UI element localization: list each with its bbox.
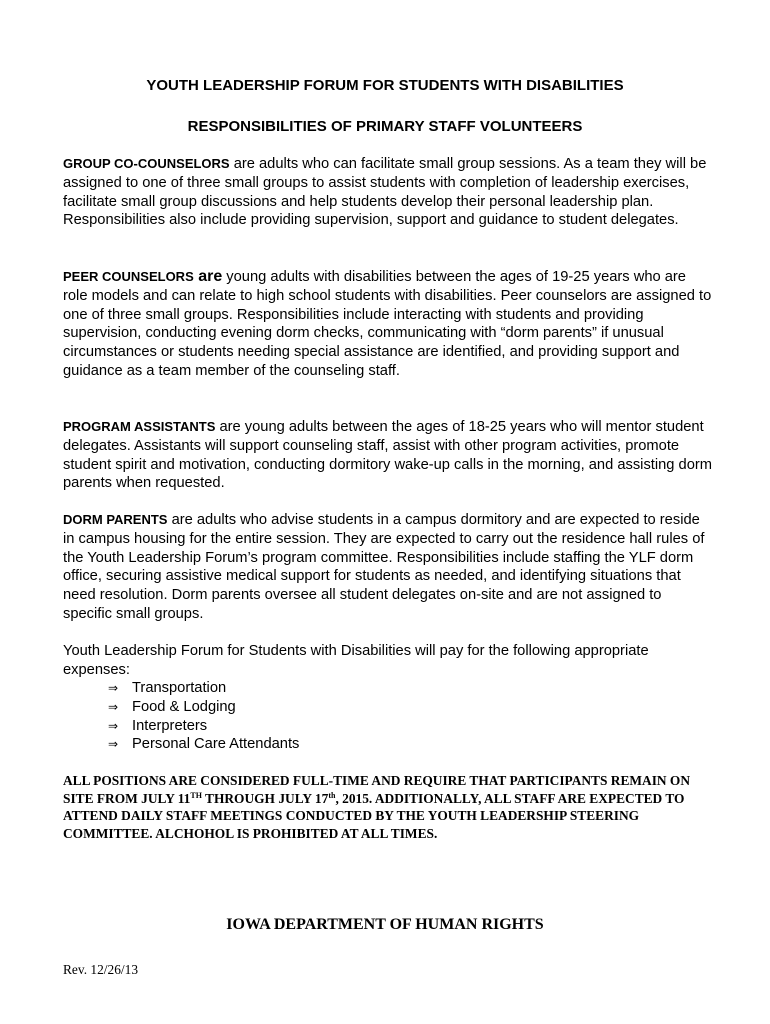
section-term: GROUP CO-COUNSELORS [63,156,230,171]
section-text: young adults with disabilities between the ages of 19-25 years who are role models and can relate to high school students with disabilities. Peer counselors are assigned to one of three small groups. Responsibilities include interacting with students and providing supervision, conducting evening dorm checks, communicating with “dorm parents” if unusual circumstances or students needing special assistance are identified, and providing support and guidance as a team member of the counseling staff. [63,269,712,379]
section-term: PEER COUNSELORS [63,269,194,284]
section-peer-counselors [63,268,713,381]
section-text: are young adults between the ages of 18-25 years who will mentor student delegates. Assistants will support counseling staff, assist with other program activities, promote student spirit and motivation, conducting dormitory wake-up calls in the morning, and assisting dorm parents when requested. [63,419,713,492]
double-arrow-right-icon: ⇒ [108,699,119,714]
list-item-label: Food & Lodging [132,698,236,715]
double-arrow-right-icon: ⇒ [108,718,119,733]
list-item [108,679,299,698]
notice-superscript: th [328,790,336,800]
expenses-list [108,679,299,754]
department-name: IOWA DEPARTMENT OF HUMAN RIGHTS [226,916,544,933]
document-title: YOUTH LEADERSHIP FORUM FOR STUDENTS WITH DISABILITIES [146,77,624,94]
full-time-notice [63,772,693,842]
section-group-co-counselors [63,155,713,230]
notice-superscript: TH [190,790,202,800]
section-program-assistants [63,418,713,493]
list-item [108,698,299,717]
list-item [108,735,299,754]
section-term: PROGRAM ASSISTANTS [63,419,216,434]
section-term: DORM PARENTS [63,512,168,527]
list-item-label: Transportation [132,680,227,696]
section-text: are adults who advise students in a campus dormitory and are expected to reside in campus housing for the entire session. They are expected to carry out the residence hall rules of the Youth Leadership Forum’s program committee. Responsibilities include staffing the YLF dorm office, securing assistive medical support for students as needed, and identifying situations that need resolution. Dorm parents oversee all student delegates on-site and are not assigned to specific small groups. [63,512,705,622]
double-arrow-right-icon: ⇒ [108,681,119,695]
notice-text: ALL POSITIONS ARE CONSIDERED FULL-TIME AND REQUIRE THAT PARTICIPANTS REMAIN ON SITE FROM JULY 11 [63,773,691,806]
list-item [108,717,299,736]
section-verb: are [193,268,223,285]
double-arrow-right-icon: ⇒ [108,737,119,752]
list-item-label: Interpreters [132,717,208,734]
expenses-intro: Youth Leadership Forum for Students with Disabilities will pay for the following appropriate expenses: [63,643,649,678]
list-item-label: Personal Care Attendants [132,736,300,753]
section-text: are adults who can facilitate small group sessions. As a team they will be assigned to one of three small groups to assist students with completion of leadership exercises, facilitate small group discussions and help students develop their personal leadership plan. Responsibilities also include providing supervision, support and guidance to student delegates. [63,156,707,229]
revision-date: Rev. 12/26/13 [63,962,139,977]
notice-text: , 2015. ADDITIONALLY, ALL STAFF ARE EXPECTED TO ATTEND DAILY STAFF MEETINGS CONDUCTED BY THE YOUTH LEADERSHIP STEERING COMMITTEE. ALCHOHOL IS PROHIBITED AT ALL TIMES. [63,790,685,841]
document-subtitle: RESPONSIBILITIES OF PRIMARY STAFF VOLUNTEERS [187,118,583,135]
section-dorm-parents [63,511,713,624]
notice-text: THROUGH JULY 17 [201,790,329,806]
